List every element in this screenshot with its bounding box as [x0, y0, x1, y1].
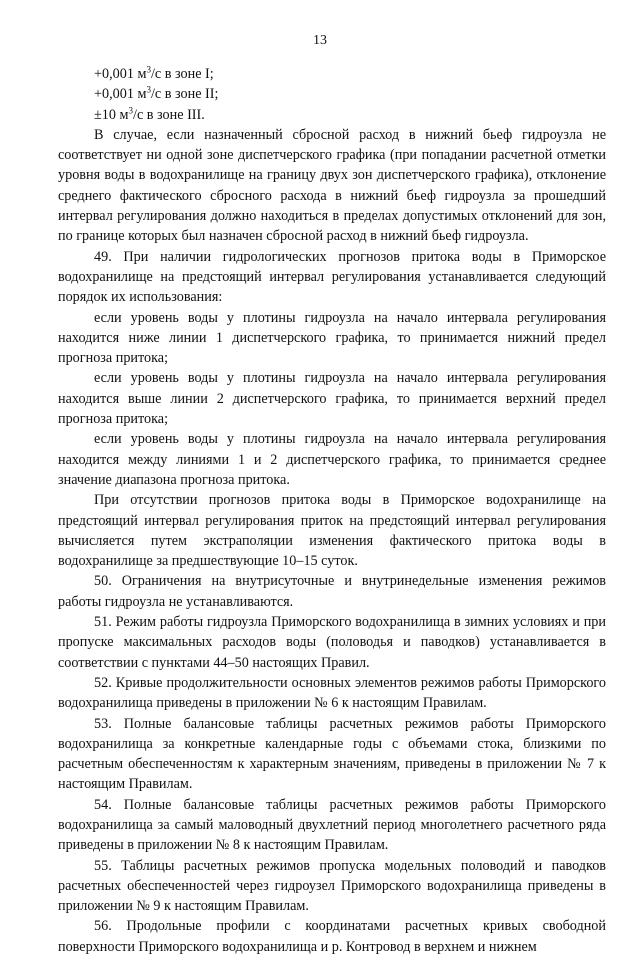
- paragraph-49-no-forecast: При отсутствии прогнозов притока воды в Приморское водохранилище на предстоящий интервал регулирования приток на предстоящий интервал регулирования вычисляется путем экстраполяции изменения фактического притока воды в водохранилище за предшествующие 10–15 суток.: [58, 492, 606, 570]
- paragraph-49-lower-limit: если уровень воды у плотины гидроузла на начало интервала регулирования находится ниже линии 1 диспетчерского графика, то принимается нижний предел прогноза притока;: [58, 309, 606, 367]
- paragraph-deviation-rule: В случае, если назначенный сбросной расход в нижний бьеф гидроузла не соответствует ни одной зоне диспетчерского графика (при попадании расчетной отметки уровня воды в водохранилище на границу двух зон диспетчерского графика), отклонение среднего фактического сбросного расхода в нижний бьеф гидроузла за прошедший интервал регулирования должно находиться в пределах допустимых отклонений для зон, по границе которых был назначен сбросной расход в нижний бьеф гидроузла.: [58, 126, 606, 245]
- zone-2-line: +0,001 $м^3/с$ в зоне II;: [94, 84, 219, 103]
- paragraph-52: 52. Кривые продолжительности основных элементов режимов работы Приморского водохранилища приведены в приложении № 6 к настоящим Правилам.: [58, 674, 606, 712]
- paragraph-56: 56. Продольные профили с координатами расчетных кривых свободной поверхности Приморского водохранилища и р. Контровод в верхнем и нижнем: [58, 918, 606, 955]
- paragraph-49-mean-value: если уровень воды у плотины гидроузла на начало интервала регулирования находится между линиями 1 и 2 диспетчерского графика, то принимается среднее значение диапазона прогноза притока.: [58, 431, 606, 488]
- page-number: 13: [313, 33, 327, 48]
- zone-1-line: +0,001 $м^3/с$ в зоне I;: [94, 64, 214, 82]
- paragraph-50: 50. Ограничения на внутрисуточные и внутринедельные изменения режимов работы гидроузла не устанавливаются.: [58, 573, 606, 610]
- paragraph-55: 55. Таблицы расчетных режимов пропуска модельных половодий и паводков расчетных обеспеченностей через гидроузел Приморского водохранилища приведены в приложении № 9 к настоящим Правилам.: [58, 857, 606, 915]
- paragraph-53: 53. Полные балансовые таблицы расчетных режимов работы Приморского водохранилища за конкретные календарные годы с объемами стока, близкими по расчетным обеспеченностям к характерным значениям, приведены в приложении № 7 к настоящим Правилам.: [58, 715, 606, 793]
- paragraph-49: 49. При наличии гидрологических прогнозов притока воды в Приморское водохранилище на предстоящий интервал регулирования устанавливается следующий порядок их использования:: [58, 248, 606, 306]
- zone-3-line: ±10 $м^3/с$ в зоне III.: [94, 104, 205, 123]
- document-body: [58, 64, 606, 957]
- paragraph-51: 51. Режим работы гидроузла Приморского водохранилища в зимних условиях и при пропуске максимальных расходов воды (половодья и паводков) устанавливается в соответствии с пунктами 44–50 настоящих Правил.: [58, 614, 606, 671]
- paragraph-54: 54. Полные балансовые таблицы расчетных режимов работы Приморского водохранилища за самый маловодный двухлетний период многолетнего расчетного ряда приведены в приложении № 8 к настоящим Правилам.: [58, 796, 606, 854]
- paragraph-49-upper-limit: если уровень воды у плотины гидроузла на начало интервала регулирования находится выше линии 2 диспетчерского графика, то принимается верхний предел прогноза притока;: [58, 370, 606, 428]
